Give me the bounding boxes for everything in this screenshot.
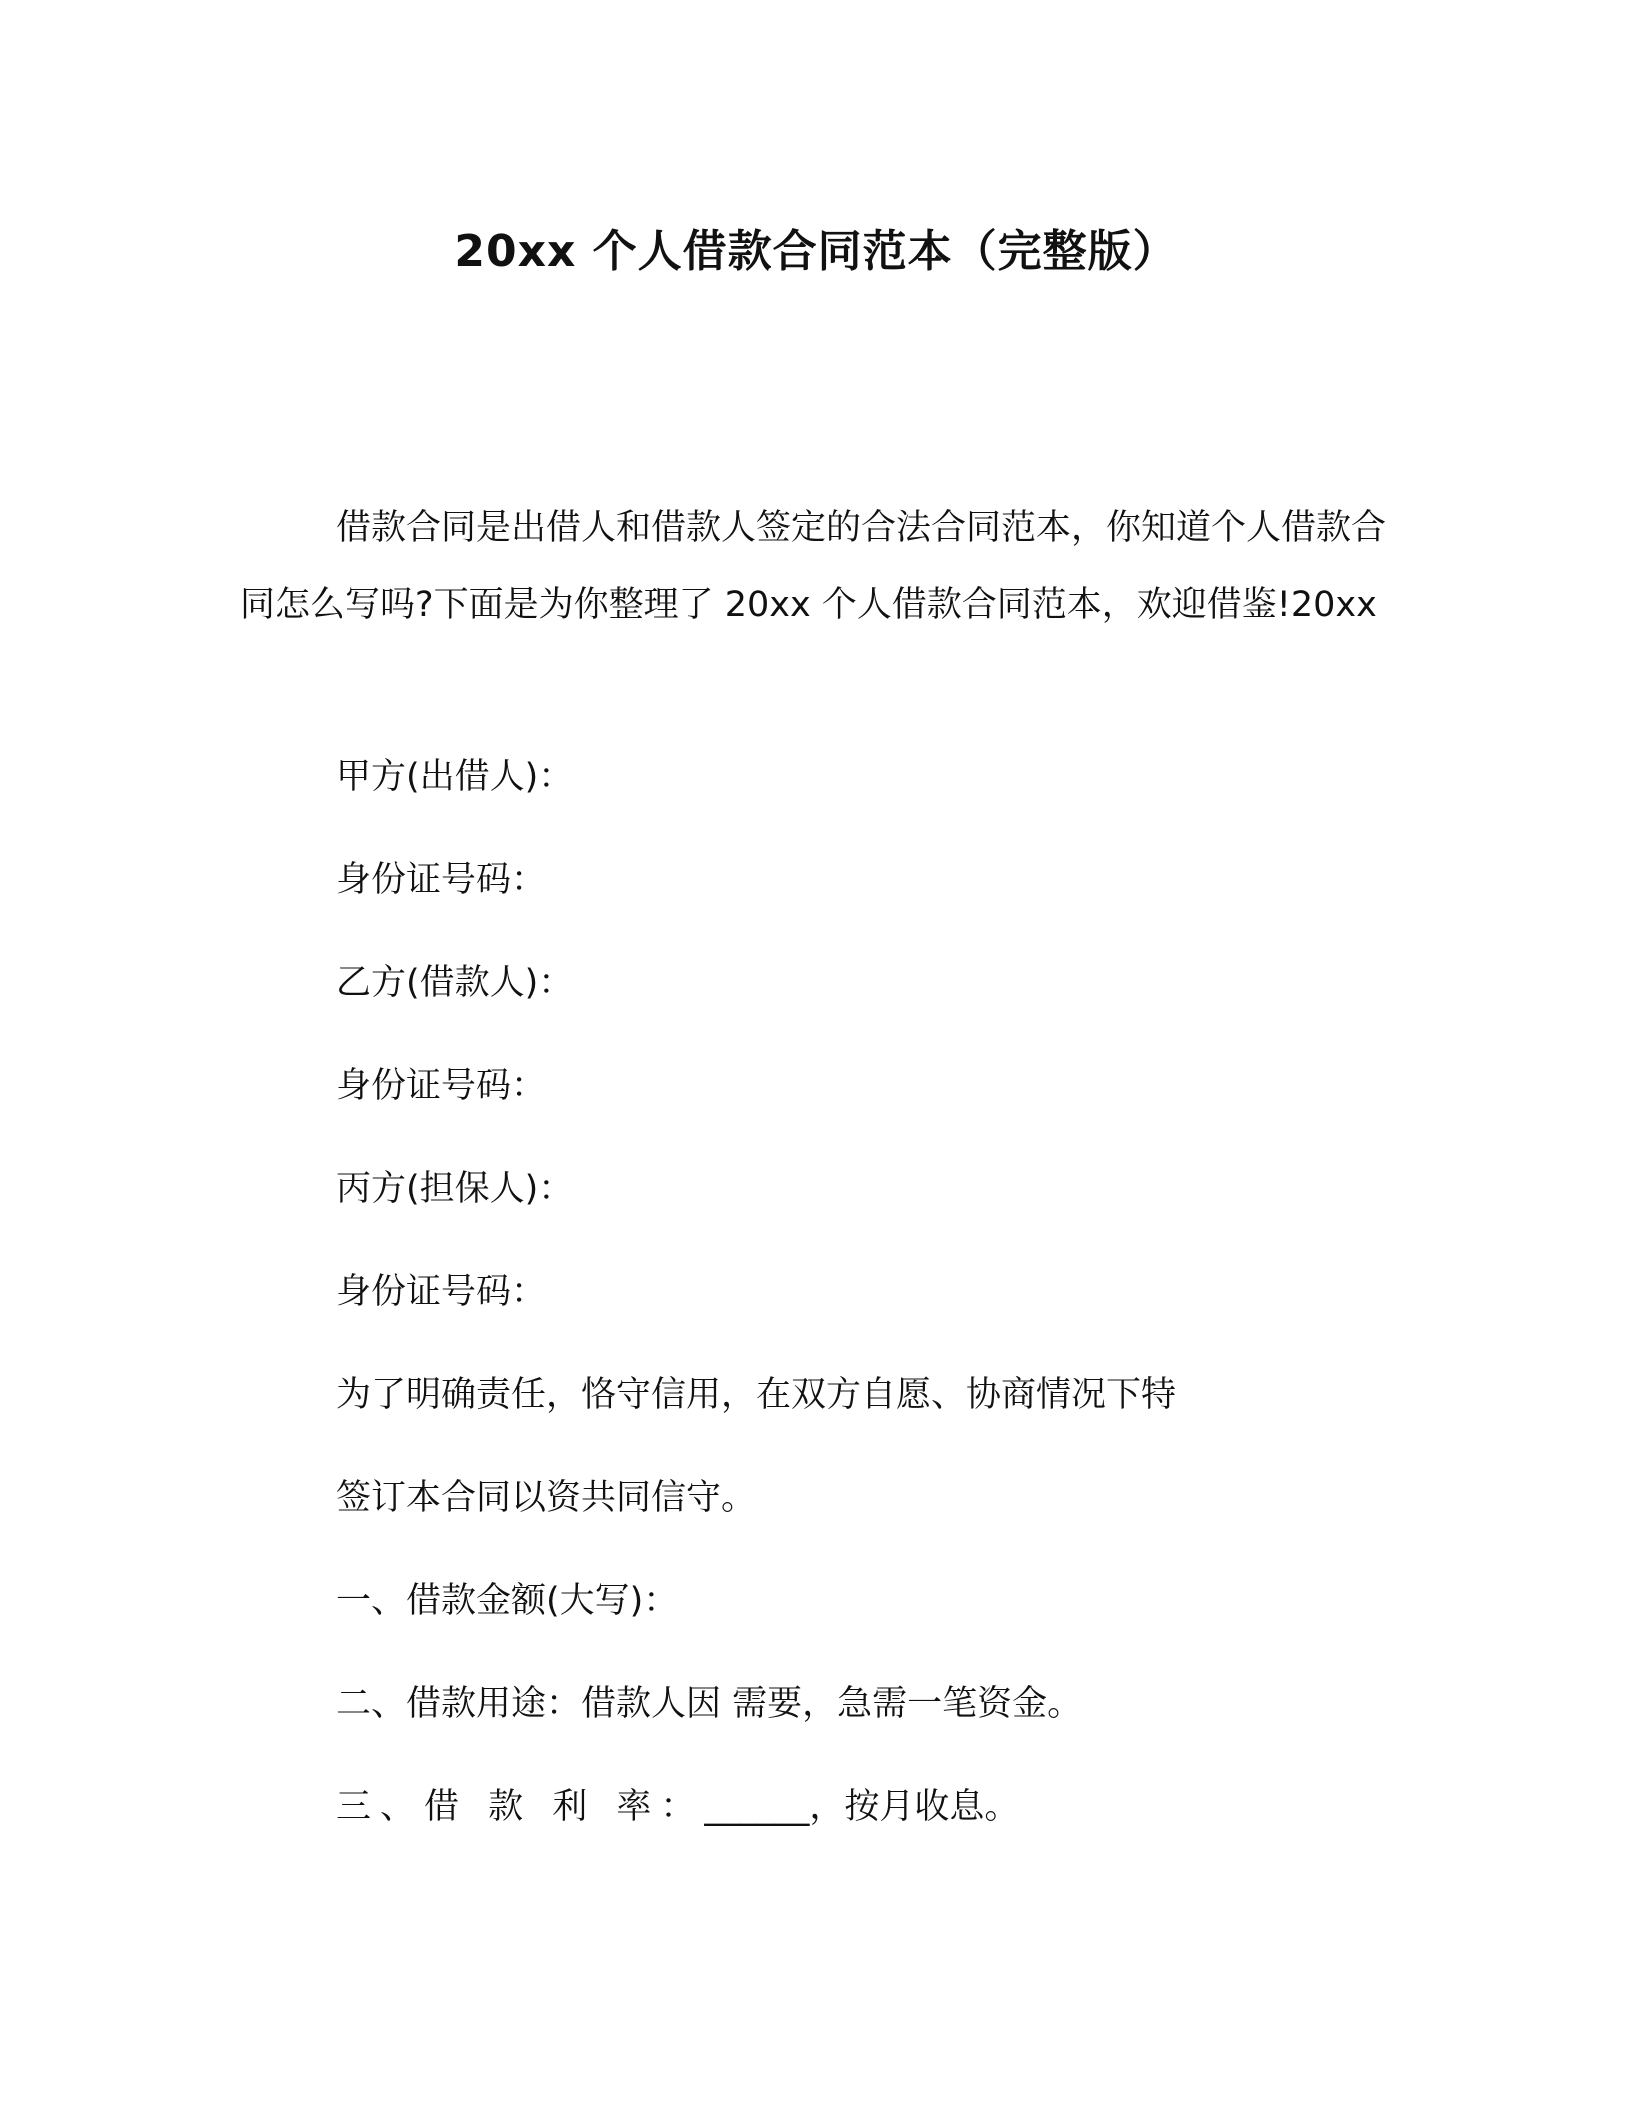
- clause-3-suffix: ，按月收息。: [809, 1787, 1020, 1827]
- party-b-id-label: 身份证号码：: [336, 1066, 547, 1106]
- clause-2-loan-purpose: 二、借款用途：借款人因 需要，急需一笔资金。: [336, 1684, 1083, 1724]
- document-title: 20xx 个人借款合同范本（完整版）: [454, 226, 1178, 277]
- party-c-label: 丙方(担保人)：: [336, 1169, 574, 1209]
- intro-paragraph: 借款合同是出借人和借款人签定的合法合同范本，你知道个人借款合同怎么写吗?下面是为你整理了 20xx 个人借款合同范本，欢迎借鉴!20xx: [240, 508, 1387, 625]
- purpose-line-1: 为了明确责任，恪守信用，在双方自愿、协商情况下特: [336, 1375, 1177, 1415]
- party-b-label: 乙方(借款人)：: [336, 963, 574, 1003]
- clause-3-interest-rate: [336, 1782, 1019, 1832]
- clause-1-loan-amount: 一、借款金额(大写)：: [336, 1581, 679, 1621]
- party-a-label: 甲方(出借人)：: [336, 757, 574, 797]
- purpose-line-2: 签订本合同以资共同信守。: [336, 1478, 757, 1518]
- interest-rate-blank: ______: [704, 1787, 810, 1827]
- clause-3-label: 三、借 款 利 率：: [336, 1787, 705, 1827]
- party-a-id-label: 身份证号码：: [336, 860, 547, 900]
- party-c-id-label: 身份证号码：: [336, 1272, 547, 1312]
